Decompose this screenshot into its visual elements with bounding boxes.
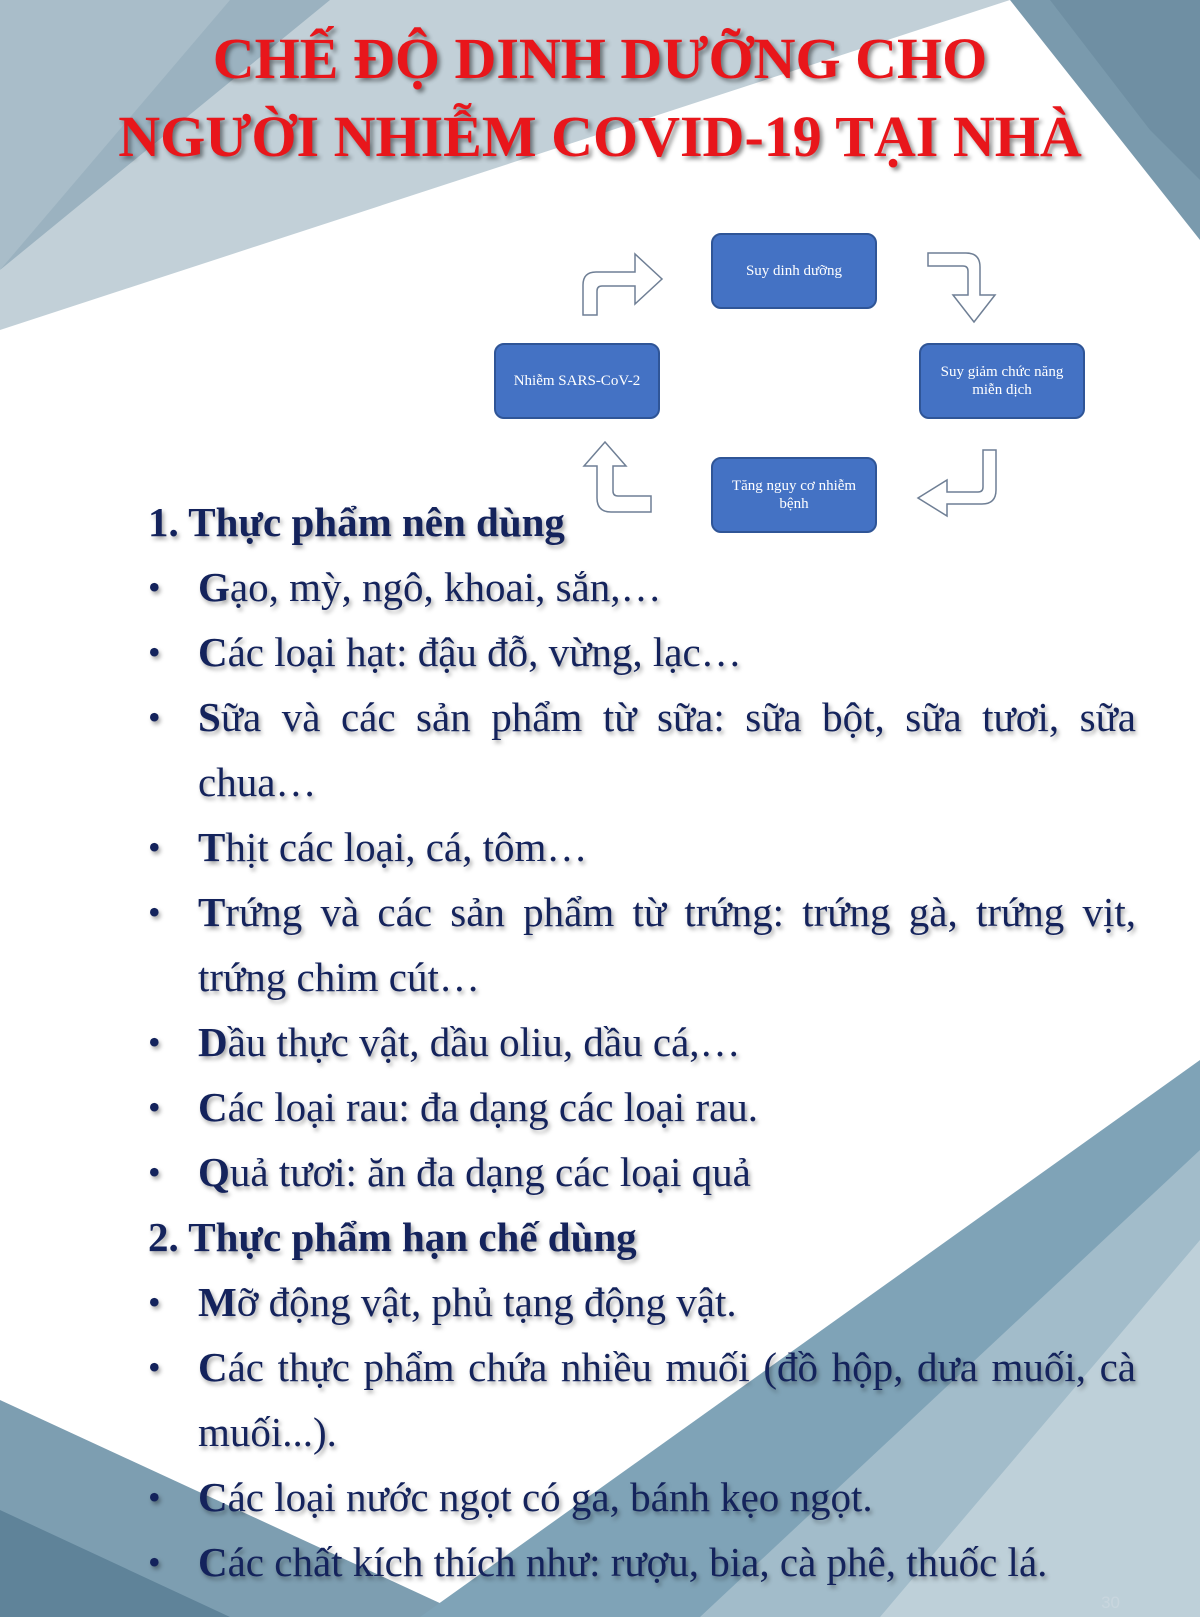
cycle-node-sars-cov-2-infection: Nhiễm SARS-CoV-2 bbox=[494, 343, 660, 419]
list-item bbox=[148, 555, 1136, 620]
nutrition-content bbox=[148, 490, 1136, 1595]
list-item-text: uả tươi: ăn đa dạng các loại quả bbox=[229, 1149, 751, 1195]
list-item bbox=[148, 1075, 1136, 1140]
list-item-initial: D bbox=[198, 1019, 228, 1065]
section-heading-limited-foods: 2. Thực phẩm hạn chế dùng bbox=[148, 1214, 637, 1260]
list-item-initial: C bbox=[198, 629, 228, 675]
list-item-text: ác chất kích thích như: rượu, bia, cà phê, thuốc lá. bbox=[227, 1539, 1048, 1585]
list-item bbox=[148, 1010, 1136, 1075]
list-item-text: rứng và các sản phẩm từ trứng: trứng gà, trứng vịt, trứng chim cút… bbox=[198, 889, 1136, 1000]
list-item-initial: Q bbox=[198, 1149, 230, 1195]
list-item-text: ữa và các sản phẩm từ sữa: sữa bột, sữa tươi, sữa chua… bbox=[198, 694, 1136, 805]
list-item bbox=[148, 685, 1136, 815]
list-item bbox=[148, 620, 1136, 685]
list-item-text: ác loại nước ngọt có ga, bánh kẹo ngọt. bbox=[227, 1474, 873, 1520]
list-item-initial: G bbox=[198, 564, 230, 610]
list-item-text: ỡ động vật, phủ tạng động vật. bbox=[236, 1279, 737, 1325]
page-title-line-1: CHẾ ĐỘ DINH DƯỠNG CHO bbox=[212, 26, 988, 91]
cycle-node-reduced-immunity: Suy giảm chức năng miễn dịch bbox=[919, 343, 1085, 419]
list-item-initial: S bbox=[198, 694, 221, 740]
page-number: 30 bbox=[1101, 1593, 1120, 1612]
list-item-text: ác loại hạt: đậu đỗ, vừng, lạc… bbox=[227, 629, 742, 675]
list-item-text: ác thực phẩm chứa nhiều muối (đồ hộp, dưa muối, cà muối...). bbox=[198, 1344, 1136, 1455]
curved-arrow-icon-top-to-right bbox=[928, 253, 995, 322]
curved-arrow-icon-left-to-top bbox=[583, 254, 662, 315]
cycle-node-infection-risk: Tăng nguy cơ nhiễm bệnh bbox=[711, 457, 877, 533]
list-item-initial: C bbox=[198, 1084, 228, 1130]
list-item-text: hịt các loại, cá, tôm… bbox=[225, 824, 588, 870]
list-item-text: ạo, mỳ, ngô, khoai, sắn,… bbox=[229, 564, 662, 610]
list-item bbox=[148, 880, 1136, 1010]
list-item-initial: C bbox=[198, 1474, 228, 1520]
list-item-initial: T bbox=[198, 824, 226, 870]
list-item-initial: T bbox=[198, 889, 226, 935]
list-item-initial: M bbox=[198, 1279, 237, 1325]
list-item-text: ác loại rau: đa dạng các loại rau. bbox=[227, 1084, 759, 1130]
list-item bbox=[148, 815, 1136, 880]
cycle-node-malnutrition: Suy dinh dưỡng bbox=[711, 233, 877, 309]
limited-foods-list bbox=[148, 1270, 1136, 1595]
list-item bbox=[148, 1335, 1136, 1465]
list-item bbox=[148, 1270, 1136, 1335]
list-item-initial: C bbox=[198, 1344, 228, 1390]
list-item-text: ầu thực vật, dầu oliu, dầu cá,… bbox=[227, 1019, 741, 1065]
list-item bbox=[148, 1530, 1136, 1595]
list-item-initial: C bbox=[198, 1539, 228, 1585]
list-item bbox=[148, 1465, 1136, 1530]
recommended-foods-list bbox=[148, 555, 1136, 1205]
page-title-line-2: NGƯỜI NHIỄM COVID-19 TẠI NHÀ bbox=[118, 104, 1082, 169]
section-heading-recommended-foods: 1. Thực phẩm nên dùng bbox=[148, 499, 565, 545]
list-item bbox=[148, 1140, 1136, 1205]
